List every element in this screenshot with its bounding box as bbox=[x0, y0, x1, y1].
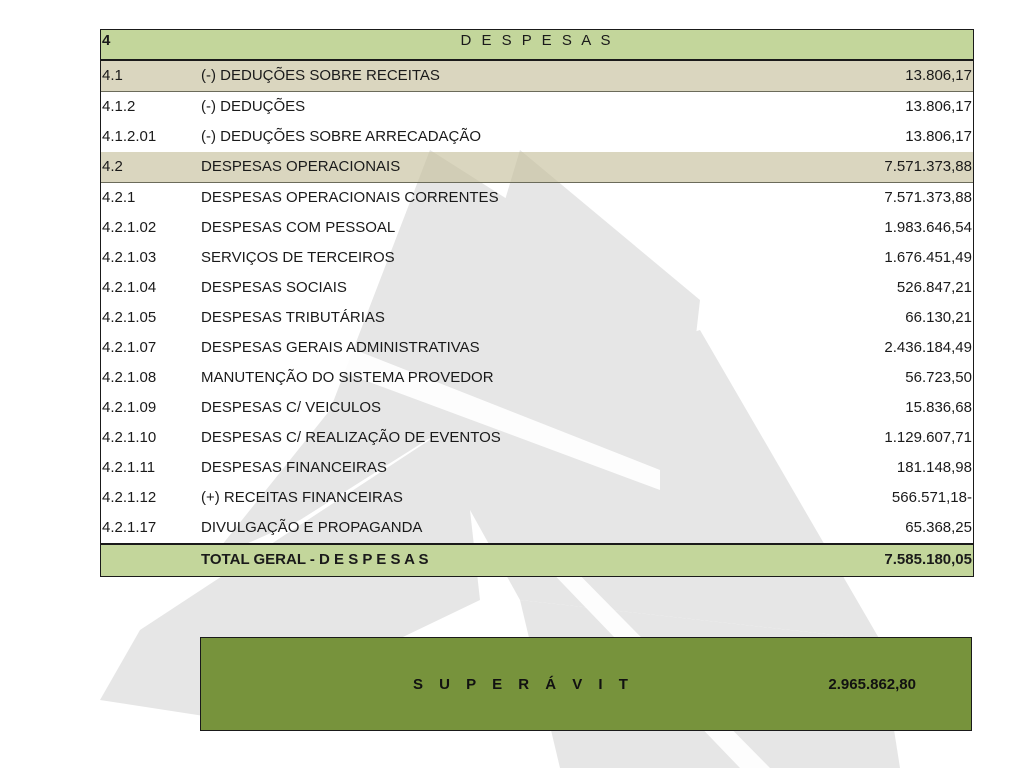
row-value: 526.847,21 bbox=[896, 279, 972, 296]
row-code: 4.1 bbox=[102, 67, 123, 84]
row-description: DESPESAS COM PESSOAL bbox=[201, 219, 396, 236]
surplus-label: S U P E R Á V I T bbox=[413, 676, 634, 693]
row-code: 4.2.1.17 bbox=[102, 519, 157, 536]
expenses-table bbox=[100, 29, 974, 577]
table-body bbox=[101, 61, 973, 543]
row-value: 1.676.451,49 bbox=[884, 249, 972, 266]
row-description: (-) DEDUÇÕES bbox=[201, 98, 306, 115]
row-description: DESPESAS C/ VEICULOS bbox=[201, 399, 382, 416]
row-value: 66.130,21 bbox=[905, 309, 972, 326]
table-row bbox=[101, 333, 973, 363]
row-value: 566.571,18- bbox=[891, 489, 972, 506]
row-value: 2.436.184,49 bbox=[884, 339, 972, 356]
row-value: 13.806,17 bbox=[905, 128, 972, 145]
table-row bbox=[101, 303, 973, 333]
row-value: 13.806,17 bbox=[905, 98, 972, 115]
table-row bbox=[101, 243, 973, 273]
row-description: DESPESAS SOCIAIS bbox=[201, 279, 347, 296]
total-row bbox=[101, 543, 973, 576]
table-row bbox=[101, 453, 973, 483]
row-code: 4.2.1.02 bbox=[102, 219, 157, 236]
row-code: 4.1.2 bbox=[102, 98, 136, 115]
row-description: DESPESAS OPERACIONAIS CORRENTES bbox=[201, 189, 499, 206]
row-value: 15.836,68 bbox=[905, 399, 972, 416]
row-value: 1.983.646,54 bbox=[884, 219, 972, 236]
row-code: 4.2.1.11 bbox=[102, 459, 156, 476]
surplus-value: 2.965.862,80 bbox=[828, 676, 916, 693]
row-description: DIVULGAÇÃO E PROPAGANDA bbox=[201, 519, 423, 536]
table-row bbox=[101, 122, 973, 152]
row-code: 4.2.1.03 bbox=[102, 249, 157, 266]
row-value: 56.723,50 bbox=[905, 369, 972, 386]
table-row bbox=[101, 92, 973, 122]
header-code: 4 bbox=[102, 32, 111, 49]
table-row bbox=[101, 273, 973, 303]
table-row bbox=[101, 483, 973, 513]
table-row bbox=[101, 393, 973, 423]
row-code: 4.1.2.01 bbox=[102, 128, 157, 145]
total-value: 7.585.180,05 bbox=[884, 551, 972, 568]
table-header-row bbox=[101, 30, 973, 61]
row-value: 7.571.373,88 bbox=[884, 189, 972, 206]
row-code: 4.2.1.10 bbox=[102, 429, 157, 446]
row-description: DESPESAS GERAIS ADMINISTRATIVAS bbox=[201, 339, 480, 356]
table-row bbox=[101, 152, 973, 183]
row-value: 7.571.373,88 bbox=[884, 158, 972, 175]
row-description: DESPESAS TRIBUTÁRIAS bbox=[201, 309, 385, 326]
row-value: 1.129.607,71 bbox=[884, 429, 972, 446]
row-code: 4.2.1.12 bbox=[102, 489, 157, 506]
table-row bbox=[101, 363, 973, 393]
table-row bbox=[101, 513, 973, 543]
header-title: D E S P E S A S bbox=[460, 32, 614, 49]
row-code: 4.2.1.09 bbox=[102, 399, 157, 416]
table-row bbox=[101, 213, 973, 243]
row-description: (-) DEDUÇÕES SOBRE ARRECADAÇÃO bbox=[201, 128, 482, 145]
row-code: 4.2.1.07 bbox=[102, 339, 157, 356]
row-description: (+) RECEITAS FINANCEIRAS bbox=[201, 489, 403, 506]
table-row bbox=[101, 61, 973, 92]
row-code: 4.2.1.05 bbox=[102, 309, 157, 326]
total-label: TOTAL GERAL - D E S P E S A S bbox=[201, 551, 429, 568]
row-code: 4.2.1 bbox=[102, 189, 136, 206]
row-value: 65.368,25 bbox=[905, 519, 972, 536]
row-description: MANUTENÇÃO DO SISTEMA PROVEDOR bbox=[201, 369, 494, 386]
row-value: 13.806,17 bbox=[905, 67, 972, 84]
row-description: DESPESAS C/ REALIZAÇÃO DE EVENTOS bbox=[201, 429, 501, 446]
table-row bbox=[101, 183, 973, 213]
row-code: 4.2 bbox=[102, 158, 123, 175]
row-code: 4.2.1.04 bbox=[102, 279, 157, 296]
row-description: SERVIÇOS DE TERCEIROS bbox=[201, 249, 395, 266]
surplus-box bbox=[200, 637, 972, 731]
row-code: 4.2.1.08 bbox=[102, 369, 157, 386]
row-description: DESPESAS OPERACIONAIS bbox=[201, 158, 401, 175]
row-description: (-) DEDUÇÕES SOBRE RECEITAS bbox=[201, 67, 440, 84]
row-description: DESPESAS FINANCEIRAS bbox=[201, 459, 387, 476]
row-value: 181.148,98 bbox=[896, 459, 972, 476]
table-row bbox=[101, 423, 973, 453]
